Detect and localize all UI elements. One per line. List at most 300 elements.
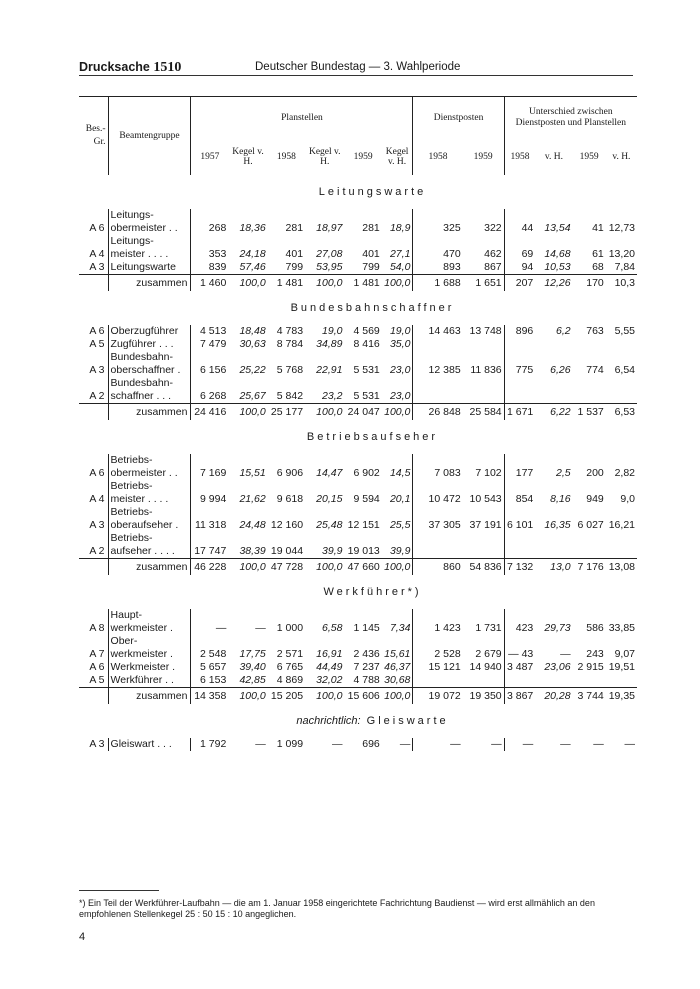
- value-d59: 322: [463, 209, 504, 235]
- value-p59: 15 606: [344, 688, 381, 705]
- value-uv59: [606, 377, 637, 404]
- value-d59: 1 731: [463, 609, 504, 635]
- group-line-2: oberaufseher .: [110, 519, 179, 531]
- value-d59: [463, 532, 504, 559]
- col-uvh1958: v. H.: [544, 151, 563, 162]
- value-k59: 100,0: [382, 275, 413, 292]
- value-u58: 3 867: [504, 688, 535, 705]
- group-cell: [108, 506, 191, 532]
- section-header: [79, 291, 637, 325]
- value-uv59: 2,82: [614, 467, 635, 479]
- value-p58: 5 768: [276, 364, 304, 376]
- value-u58: 177: [515, 467, 534, 479]
- value-k59: 23,0: [382, 377, 413, 404]
- group-cell: zusammen: [108, 559, 191, 576]
- value-uv59: 33,85: [608, 622, 635, 634]
- value-p58: 2 571: [276, 648, 304, 660]
- value-d58: 10 472: [428, 493, 461, 505]
- col-dienstposten: Dienstposten: [413, 97, 504, 140]
- value-u59: 2 915: [577, 661, 604, 673]
- footnote-rule: [79, 890, 159, 891]
- value-p58: 6 765: [276, 661, 304, 673]
- value-k58: 22,91: [316, 364, 343, 376]
- value-p59: 4 788: [353, 674, 380, 686]
- value-u59: 586: [586, 622, 604, 634]
- value-p58: 1 099: [276, 738, 304, 750]
- value-u59: 774: [586, 364, 604, 376]
- value-uv59: 7,84: [614, 261, 635, 273]
- value-uv59: —: [624, 738, 635, 750]
- col-u1959: 1959: [579, 151, 599, 162]
- value-p57: 24 416: [191, 404, 228, 421]
- value-p58: 401: [285, 248, 304, 260]
- section-header: [79, 704, 637, 738]
- value-p57: 268: [208, 222, 227, 234]
- value-uv58: 6,2: [555, 325, 571, 337]
- value-uv58: 2,5: [555, 467, 571, 479]
- value-k58: 19,0: [322, 325, 343, 337]
- total-row: [79, 404, 637, 421]
- value-uv59: [606, 674, 637, 688]
- value-u59: 170: [573, 275, 606, 292]
- value-uv58: 14,68: [544, 248, 571, 260]
- group-cell: [108, 235, 191, 261]
- section-title-text: Bundesbahnschaffner: [290, 301, 455, 314]
- value-d59: 10 543: [463, 480, 504, 506]
- value-uv58: 8,16: [550, 493, 571, 505]
- value-uv58: —: [560, 738, 571, 750]
- group-cell: [108, 480, 191, 506]
- group-cell: [108, 532, 191, 559]
- value-k58: 34,89: [316, 338, 343, 350]
- group-line-2: schaffner . . .: [110, 390, 172, 402]
- group-line-2: Leitungswarte: [110, 261, 176, 273]
- group-line-2: meister . . . .: [110, 493, 169, 505]
- value-k59: 14,5: [382, 454, 413, 480]
- group-line-2: Werkführer . .: [110, 674, 174, 686]
- value-p58: 5 842: [276, 390, 304, 402]
- value-d58: 37 305: [428, 519, 461, 531]
- group-cell: zusammen: [108, 275, 191, 292]
- besgr-cell: A 3: [89, 519, 105, 531]
- section-header: [79, 175, 637, 209]
- besgr-cell: A 5: [89, 674, 105, 686]
- value-d58: [413, 532, 463, 559]
- besgr-cell: A 3: [89, 261, 105, 273]
- value-u58: 896: [515, 325, 534, 337]
- value-d58: 26 848: [413, 404, 463, 421]
- value-p59: 799: [362, 261, 380, 273]
- value-p59: 1 481: [344, 275, 381, 292]
- group-line-1: Leitungs-: [110, 209, 154, 221]
- total-row: [79, 559, 637, 576]
- value-d58: [413, 377, 463, 404]
- value-uv58: 10,53: [544, 261, 571, 273]
- besgr-cell: A 2: [89, 545, 105, 557]
- section-title: [108, 291, 637, 325]
- value-d58: 2 528: [434, 648, 461, 660]
- section-title-text: Leitungswarte: [318, 185, 427, 198]
- group-line-2: Zugführer . . .: [110, 338, 174, 350]
- besgr-cell: A 3: [89, 738, 105, 750]
- value-u58: [504, 377, 535, 404]
- value-p59: 5 531: [353, 390, 380, 402]
- group-cell: [108, 609, 191, 635]
- value-uv58: [535, 377, 572, 404]
- value-k59: 100,0: [382, 688, 413, 705]
- value-u59: [573, 338, 606, 351]
- besgr-cell: [79, 404, 108, 421]
- value-uv58: 12,26: [535, 275, 572, 292]
- value-p57: 6 153: [200, 674, 227, 686]
- col-d1959: 1959: [463, 139, 504, 175]
- value-d58: 325: [443, 222, 461, 234]
- value-uv58: 13,54: [544, 222, 571, 234]
- value-d59: 11 836: [463, 351, 504, 377]
- section-title-text: Betriebsaufseher: [306, 430, 439, 443]
- group-cell: zusammen: [108, 404, 191, 421]
- value-d59: [463, 674, 504, 688]
- value-u59: [573, 674, 606, 688]
- value-uv59: 9,07: [614, 648, 635, 660]
- total-row: [79, 275, 637, 292]
- value-p57: 839: [208, 261, 227, 273]
- value-u59: 763: [586, 325, 604, 337]
- group-line-2: Gleiswart . . .: [110, 738, 172, 750]
- value-p59: 401: [362, 248, 380, 260]
- value-k58: —: [331, 738, 343, 750]
- value-d59: 25 584: [463, 404, 504, 421]
- col-d1958: 1958: [428, 151, 448, 162]
- col-1959: 1959: [353, 151, 373, 162]
- value-uv58: 6,26: [550, 364, 571, 376]
- value-k57: —: [255, 622, 266, 634]
- value-uv58: 6,22: [535, 404, 572, 421]
- section-header: [79, 575, 637, 609]
- value-k57: 18,36: [239, 222, 266, 234]
- value-d59: 13 748: [463, 325, 504, 338]
- value-uv58: [535, 532, 572, 559]
- value-d59: —: [463, 738, 504, 751]
- group-line-1: Haupt-: [110, 609, 143, 621]
- value-d58: 14 463: [428, 325, 461, 337]
- value-uv59: [606, 338, 637, 351]
- value-u58: 3 487: [506, 661, 534, 673]
- value-p58: 9 618: [276, 493, 304, 505]
- section-title: [108, 175, 637, 209]
- drucksache-label: Drucksache 1510: [79, 60, 182, 75]
- value-uv59: 16,21: [608, 519, 635, 531]
- table-row: [79, 674, 637, 688]
- table-row: [79, 635, 637, 661]
- group-line-1: Leitungs-: [110, 235, 154, 247]
- group-cell: [108, 738, 191, 751]
- value-p59: 2 436: [353, 648, 380, 660]
- value-k59: 7,34: [382, 609, 413, 635]
- value-u58: [504, 674, 535, 688]
- section-title: [108, 420, 637, 454]
- value-d58: 7 083: [434, 467, 461, 479]
- value-uv58: [535, 674, 572, 688]
- value-uv59: 6,53: [606, 404, 637, 421]
- value-k59: 100,0: [382, 404, 413, 421]
- value-u59: 7 176: [573, 559, 606, 576]
- value-uv59: 12,73: [608, 222, 635, 234]
- value-p59: 8 416: [353, 338, 380, 350]
- value-d59: 462: [463, 235, 504, 261]
- value-p58: 8 784: [276, 338, 304, 350]
- group-line-2: Oberzugführer: [110, 325, 179, 337]
- group-line-1: Ober-: [110, 635, 138, 647]
- value-uv59: 5,55: [614, 325, 635, 337]
- group-line-1: Betriebs-: [110, 506, 153, 518]
- group-line-2: oberschaffner .: [110, 364, 181, 376]
- value-p59: 19 013: [347, 545, 380, 557]
- value-p57: 6 156: [200, 364, 227, 376]
- besgr-cell: A 8: [89, 622, 105, 634]
- value-d59: [463, 338, 504, 351]
- table-row: [79, 377, 637, 404]
- value-u58: — 43: [508, 648, 534, 660]
- value-p59: 24 047: [344, 404, 381, 421]
- value-k58: 18,97: [316, 222, 343, 234]
- col-planstellen: Planstellen: [191, 97, 413, 140]
- value-p58: 4 783: [276, 325, 304, 337]
- value-uv59: 19,51: [608, 661, 635, 673]
- value-d59: 14 940: [463, 661, 504, 674]
- value-k57: 39,40: [239, 661, 266, 673]
- value-k58: 53,95: [316, 261, 343, 273]
- value-k57: 25,67: [239, 390, 266, 402]
- value-u58: 94: [521, 261, 534, 273]
- col-uvh1959: v. H.: [612, 151, 631, 162]
- value-k57: 30,63: [239, 338, 266, 350]
- value-p57: 6 268: [200, 390, 227, 402]
- group-line-2: obermeister . .: [110, 222, 178, 234]
- value-k57: 38,39: [239, 545, 266, 557]
- table-row: [79, 738, 637, 751]
- value-p59: 5 531: [353, 364, 380, 376]
- value-k59: 19,0: [382, 325, 413, 338]
- value-p58: 1 481: [268, 275, 305, 292]
- value-p59: 696: [362, 738, 380, 750]
- value-d58: 15 121: [428, 661, 461, 673]
- value-k57: 42,85: [239, 674, 266, 686]
- value-d59: 7 102: [463, 454, 504, 480]
- value-p58: 4 869: [276, 674, 304, 686]
- value-uv58: 29,73: [544, 622, 571, 634]
- group-cell: [108, 377, 191, 404]
- value-k59: 25,5: [382, 506, 413, 532]
- table-row: [79, 209, 637, 235]
- value-u59: 6 027: [577, 519, 604, 531]
- value-k59: 18,9: [382, 209, 413, 235]
- value-u59: 243: [586, 648, 604, 660]
- page-number: 4: [79, 931, 86, 943]
- besgr-cell: [79, 688, 108, 705]
- header-title: Deutscher Bundestag — 3. Wahlperiode: [255, 61, 461, 73]
- value-uv59: 13,20: [608, 248, 635, 260]
- col-besgr: Bes.-Gr.: [79, 97, 108, 176]
- besgr-cell: A 6: [89, 661, 105, 673]
- col-1958: 1958: [276, 151, 296, 162]
- group-line-2: werkmeister .: [110, 622, 173, 634]
- value-k58: 100,0: [305, 275, 344, 292]
- value-d59: [463, 377, 504, 404]
- value-p59: 4 569: [353, 325, 380, 337]
- value-k58: 44,49: [316, 661, 343, 673]
- group-cell: [108, 338, 191, 351]
- value-k57: 100,0: [228, 688, 267, 705]
- value-k58: 23,2: [322, 390, 343, 402]
- value-u58: 1 671: [504, 404, 535, 421]
- value-p58: 47 728: [268, 559, 305, 576]
- value-uv58: [535, 338, 572, 351]
- table-row: [79, 506, 637, 532]
- value-p57: 5 657: [200, 661, 227, 673]
- value-p57: 46 228: [191, 559, 228, 576]
- value-uv58: 23,06: [544, 661, 571, 673]
- value-k57: —: [255, 738, 266, 750]
- group-line-1: Betriebs-: [110, 454, 153, 466]
- value-p59: 47 660: [344, 559, 381, 576]
- value-k57: 21,62: [239, 493, 266, 505]
- besgr-cell: A 5: [89, 338, 105, 350]
- value-p57: 4 513: [200, 325, 227, 337]
- group-line-1: Betriebs-: [110, 532, 153, 544]
- value-p58: 19 044: [270, 545, 304, 557]
- table-row: [79, 609, 637, 635]
- value-k57: 24,48: [239, 519, 266, 531]
- value-uv58: 20,28: [535, 688, 572, 705]
- col-unterschied: Unterschied zwischen Dienstposten und Planstellen: [504, 97, 637, 140]
- value-u59: [573, 532, 606, 559]
- table-row: [79, 235, 637, 261]
- value-u59: 41: [592, 222, 604, 234]
- footnote: *) Ein Teil der Werkführer-Laufbahn — die am 1. Januar 1958 eingerichtete Fachrichtung Baudienst — wird erst allmählich an den empfohlenen Stellenkegel 25 : 50 15 : 10 angeglichen.: [79, 898, 595, 919]
- planstellen-table: [79, 96, 637, 751]
- section-title: [108, 575, 637, 609]
- value-k58: 27,08: [316, 248, 343, 260]
- value-p57: 11 318: [194, 519, 227, 531]
- table-header-top: [79, 97, 637, 140]
- header-rule: [79, 75, 633, 76]
- value-k58: 14,47: [316, 467, 343, 479]
- col-1957: 1957: [200, 151, 220, 162]
- value-d58: 1 423: [434, 622, 461, 634]
- group-cell: [108, 674, 191, 688]
- value-u58: 44: [521, 222, 534, 234]
- table-row: [79, 532, 637, 559]
- value-k58: 20,15: [316, 493, 343, 505]
- value-p57: 353: [208, 248, 227, 260]
- besgr-cell: [79, 559, 108, 576]
- besgr-cell: A 6: [89, 325, 105, 337]
- value-u58: 69: [521, 248, 534, 260]
- value-k59: 100,0: [382, 559, 413, 576]
- value-p58: 799: [285, 261, 304, 273]
- value-k59: 54,0: [382, 261, 413, 275]
- value-p59: 9 594: [353, 493, 380, 505]
- value-d59: 19 350: [463, 688, 504, 705]
- value-k59: —: [382, 738, 413, 751]
- value-u58: 207: [504, 275, 535, 292]
- value-k58: 6,58: [322, 622, 343, 634]
- value-k57: 100,0: [228, 275, 267, 292]
- value-d59: 867: [463, 261, 504, 275]
- besgr-cell: A 4: [89, 493, 105, 505]
- besgr-cell: A 3: [89, 364, 105, 376]
- value-p58: 15 205: [268, 688, 305, 705]
- col-kegel-1958: Kegel v. H.: [308, 147, 341, 167]
- table-row: [79, 338, 637, 351]
- value-k58: 39,9: [322, 545, 343, 557]
- besgr-cell: A 6: [89, 467, 105, 479]
- value-k57: 17,75: [239, 648, 266, 660]
- value-k58: 32,02: [316, 674, 343, 686]
- group-cell: [108, 261, 191, 275]
- value-u59: 200: [586, 467, 604, 479]
- value-k57: 100,0: [228, 404, 267, 421]
- value-k59: 46,37: [382, 661, 413, 674]
- value-k57: 57,46: [239, 261, 266, 273]
- group-cell: [108, 209, 191, 235]
- value-uv59: 19,35: [606, 688, 637, 705]
- value-u59: 949: [586, 493, 604, 505]
- value-u58: [504, 338, 535, 351]
- section-title-text: Gleiswarte: [366, 714, 449, 727]
- value-uv58: —: [560, 648, 571, 660]
- value-p59: 6 902: [353, 467, 380, 479]
- value-k57: 15,51: [239, 467, 266, 479]
- value-p58: 25 177: [268, 404, 305, 421]
- table-row: [79, 351, 637, 377]
- value-uv59: 9,0: [620, 493, 635, 505]
- value-p58: 6 906: [276, 467, 304, 479]
- value-d59: 2 679: [463, 635, 504, 661]
- value-u58: —: [522, 738, 534, 750]
- group-line-1: Bundesbahn-: [110, 351, 173, 363]
- value-k59: 27,1: [382, 235, 413, 261]
- group-line-1: Bundesbahn-: [110, 377, 173, 389]
- value-u58: 7 132: [504, 559, 535, 576]
- value-d58: [413, 338, 463, 351]
- value-uv58: 16,35: [544, 519, 571, 531]
- group-cell: [108, 351, 191, 377]
- group-line-2: Werkmeister .: [110, 661, 176, 673]
- value-k57: 100,0: [228, 559, 267, 576]
- value-p59: 12 151: [347, 519, 380, 531]
- value-d59: 1 651: [463, 275, 504, 292]
- section-note: nachrichtlich:: [296, 714, 361, 727]
- value-u58: 775: [515, 364, 534, 376]
- table-row: [79, 325, 637, 338]
- value-d59: 54 836: [463, 559, 504, 576]
- group-line-2: obermeister . .: [110, 467, 178, 479]
- value-d58: 860: [413, 559, 463, 576]
- value-d58: 470: [443, 248, 461, 260]
- value-k59: 35,0: [382, 338, 413, 351]
- value-p59: 1 145: [353, 622, 380, 634]
- value-p57: 14 358: [191, 688, 228, 705]
- value-k58: 25,48: [316, 519, 343, 531]
- value-u59: 68: [592, 261, 604, 273]
- value-d58: 19 072: [413, 688, 463, 705]
- value-uv59: [606, 532, 637, 559]
- value-p59: 281: [362, 222, 380, 234]
- value-d58: 1 688: [413, 275, 463, 292]
- value-d58: 12 385: [428, 364, 461, 376]
